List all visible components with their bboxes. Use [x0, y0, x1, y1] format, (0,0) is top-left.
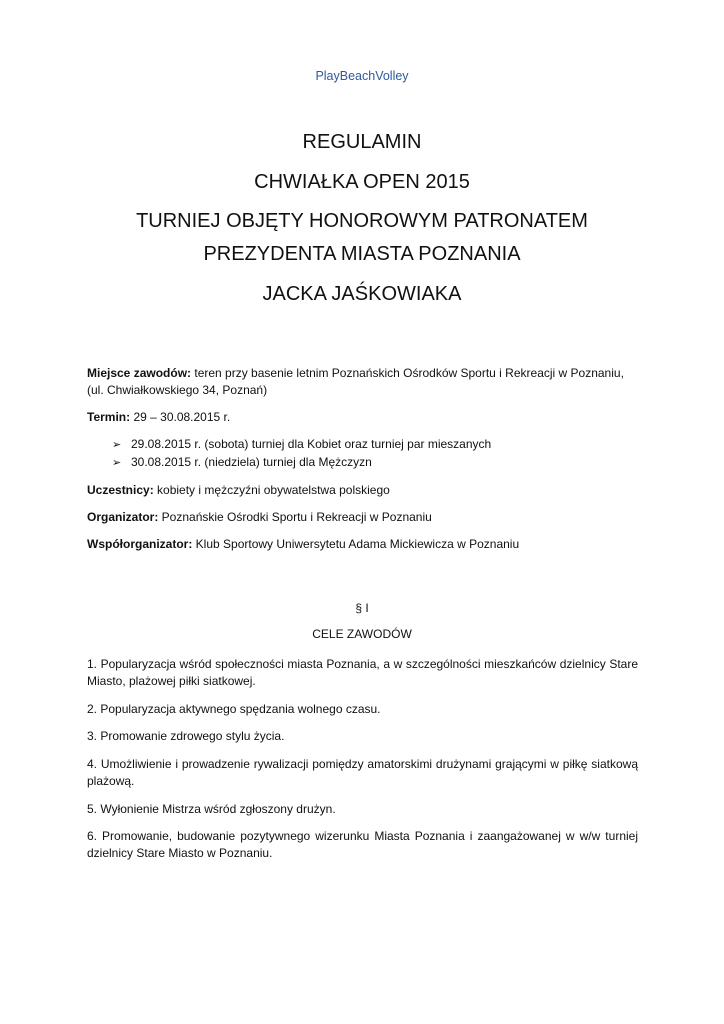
title-line-2: CHWIAŁKA OPEN 2015 — [254, 171, 470, 193]
goal-item: 6. Promowanie, budowanie pozytywnego wizerunku Miasta Poznania i zaangażowanej w w/w turniej dzielnicy Stare Miasto w Poznaniu. — [87, 829, 638, 860]
participants-value: kobiety i mężczyźni obywatelstwa polskiego — [153, 483, 390, 497]
section-heading: CELE ZAWODÓW — [312, 627, 412, 641]
organizer-value: Poznańskie Ośrodki Sportu i Rekreacji w Poznaniu — [158, 510, 432, 524]
bullet-arrow-icon: ➢ — [112, 439, 122, 451]
coorganizer-paragraph — [87, 536, 638, 553]
bullet-text: 30.08.2015 r. (niedziela) turniej dla Mężczyzn — [131, 455, 372, 469]
participants-label: Uczestnicy: — [87, 483, 154, 497]
participants-paragraph — [87, 482, 638, 499]
term-value: 29 – 30.08.2015 r. — [130, 410, 231, 424]
section-number: § I — [355, 601, 369, 615]
place-address: (ul. Chwiałkowskiego 34, Poznań) — [87, 383, 268, 397]
term-paragraph — [87, 409, 638, 426]
coorganizer-label: Współorganizator: — [87, 537, 193, 551]
title-line-4: PREZYDENTA MIASTA POZNANIA — [203, 243, 521, 265]
title-line-1: REGULAMIN — [302, 131, 422, 153]
place-value: teren przy basenie letnim Poznańskich Ośrodków Sportu i Rekreacji w Poznaniu, — [191, 366, 624, 380]
goal-item: 3. Promowanie zdrowego stylu życia. — [87, 729, 285, 743]
goal-item: 4. Umożliwienie i prowadzenie rywalizacji pomiędzy amatorskimi drużynami grającymi w piłkę siatkową plażową. — [87, 757, 638, 788]
title-line-3: TURNIEJ OBJĘTY HONOROWYM PATRONATEM — [136, 210, 588, 232]
place-paragraph — [87, 365, 638, 399]
coorganizer-value: Klub Sportowy Uniwersytetu Adama Mickiewicza w Poznaniu — [192, 537, 520, 551]
place-label: Miejsce zawodów: — [87, 366, 192, 380]
page-header: PlayBeachVolley — [315, 69, 409, 83]
goal-item: 5. Wyłonienie Mistrza wśród zgłoszony drużyn. — [87, 802, 336, 816]
goal-item: 1. Popularyzacja wśród społeczności miasta Poznania, a w szczególności mieszkańców dzielnicy Stare Miasto, plażowej piłki siatkowej. — [87, 657, 638, 688]
term-label: Termin: — [87, 410, 131, 424]
organizer-paragraph — [87, 509, 638, 526]
list-item — [112, 454, 372, 472]
goal-item: 2. Popularyzacja aktywnego spędzania wolnego czasu. — [87, 702, 381, 716]
organizer-label: Organizator: — [87, 510, 159, 524]
title-line-5: JACKA JAŚKOWIAKA — [262, 283, 462, 305]
bullet-arrow-icon: ➢ — [112, 457, 122, 469]
bullet-text: 29.08.2015 r. (sobota) turniej dla Kobiet oraz turniej par mieszanych — [131, 437, 492, 451]
list-item — [112, 436, 491, 454]
